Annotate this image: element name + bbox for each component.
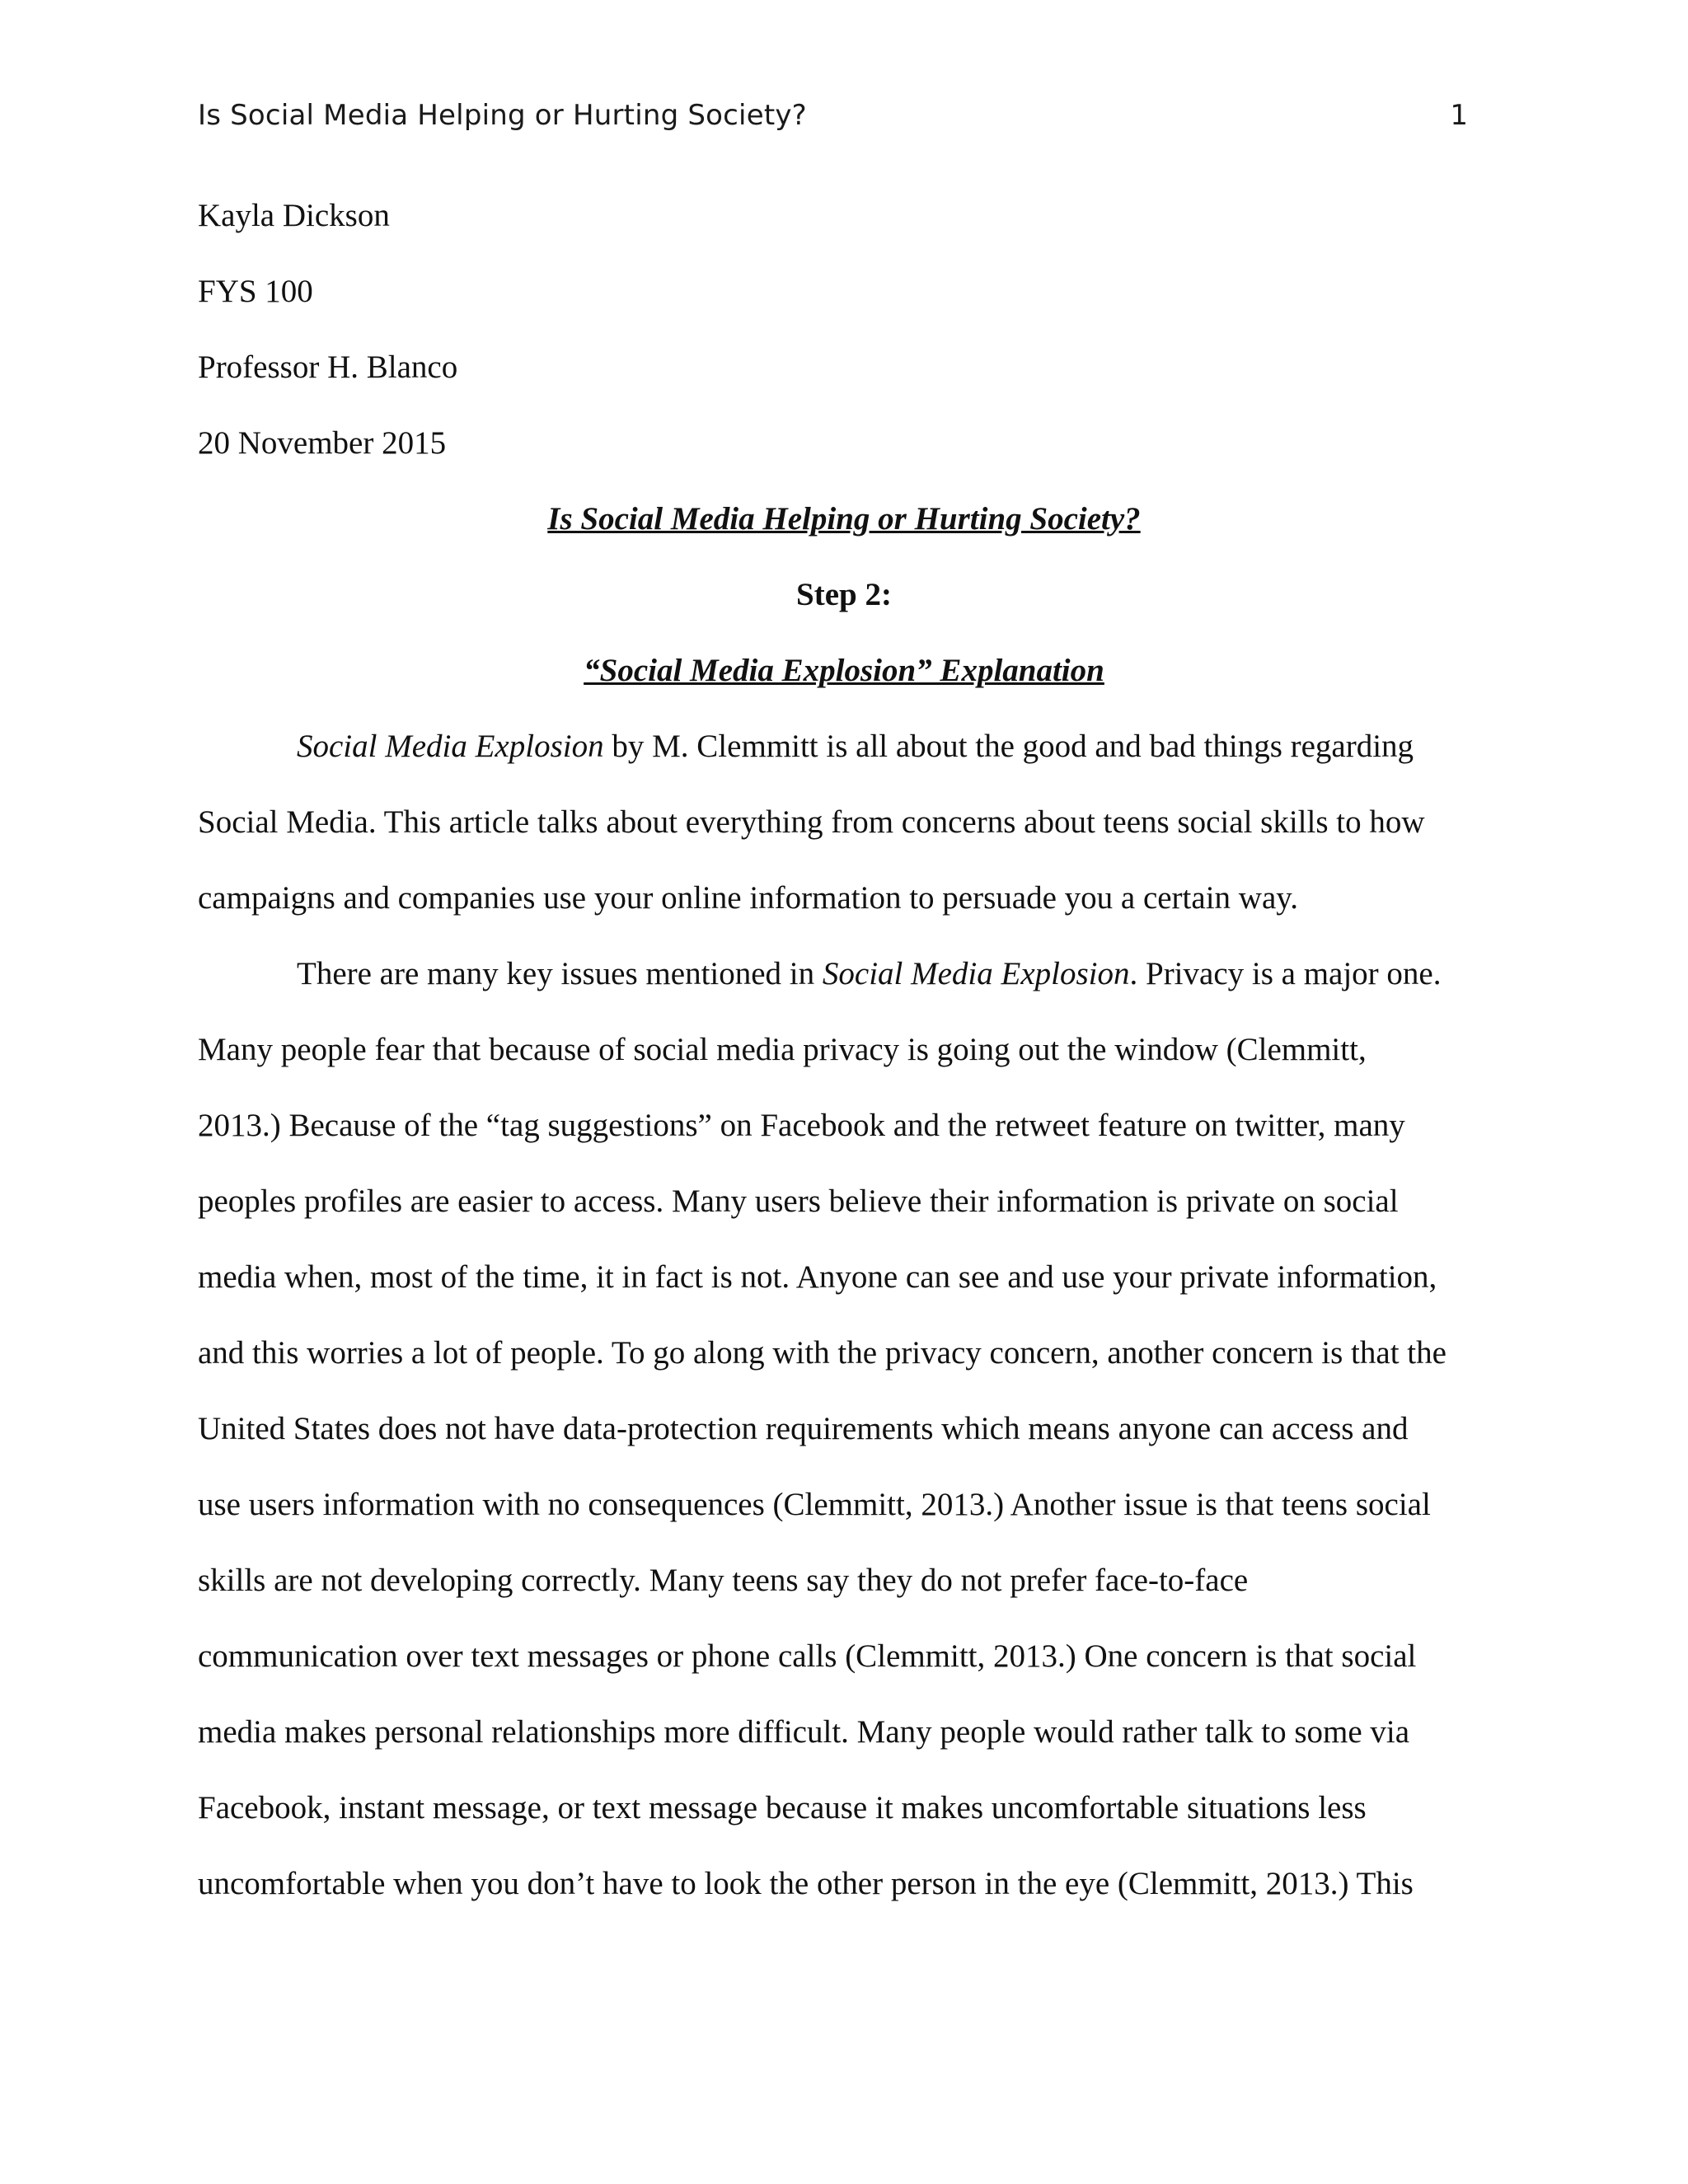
- running-head: Is Social Media Helping or Hurting Society?: [198, 99, 807, 132]
- step-heading: Step 2:: [796, 577, 892, 612]
- author-name: Kayla Dickson: [198, 198, 390, 233]
- document-title: Is Social Media Helping or Hurting Society?: [547, 501, 1141, 537]
- paragraph-2-line: media makes personal relationships more difficult. Many people would rather talk to some via: [198, 1714, 1410, 1750]
- paragraph-2-line: Facebook, instant message, or text message because it makes uncomfortable situations less: [198, 1790, 1367, 1825]
- article-title-italic: Social Media Explosion: [297, 729, 604, 764]
- document-date: 20 November 2015: [198, 425, 447, 461]
- paragraph-2-line: use users information with no consequences (Clemmitt, 2013.) Another issue is that teens social: [198, 1487, 1431, 1522]
- paragraph-2-line: skills are not developing correctly. Many teens say they do not prefer face-to-face: [198, 1563, 1249, 1598]
- page-number: 1: [1450, 99, 1468, 132]
- course-name: FYS 100: [198, 274, 313, 309]
- paragraph-2-line-1: [297, 958, 1441, 990]
- paragraph-2-line: and this worries a lot of people. To go along with the privacy concern, another concern is that the: [198, 1335, 1447, 1371]
- paragraph-2-line: peoples profiles are easier to access. Many users believe their information is private on social: [198, 1183, 1399, 1219]
- paragraph-2-line: uncomfortable when you don’t have to look the other person in the eye (Clemmitt, 2013.) This: [198, 1866, 1414, 1901]
- paragraph-1-line-3: campaigns and companies use your online information to persuade you a certain way.: [198, 880, 1298, 916]
- paragraph-2-line: 2013.) Because of the “tag suggestions” on Facebook and the retweet feature on twitter, many: [198, 1108, 1405, 1143]
- paragraph-2-line: media when, most of the time, it in fact is not. Anyone can see and use your private information,: [198, 1259, 1437, 1295]
- paragraph-text: . Privacy is a major one.: [1129, 956, 1442, 991]
- paragraph-2-line: United States does not have data-protection requirements which means anyone can access and: [198, 1411, 1409, 1446]
- paragraph-1-line-1: [297, 730, 1414, 762]
- paragraph-text: There are many key issues mentioned in: [297, 956, 823, 991]
- paragraph-2-line: Many people fear that because of social media privacy is going out the window (Clemmitt,: [198, 1032, 1367, 1067]
- section-subtitle: “Social Media Explosion” Explanation: [584, 653, 1104, 688]
- professor-name: Professor H. Blanco: [198, 349, 458, 385]
- paragraph-2-line: communication over text messages or phone calls (Clemmitt, 2013.) One concern is that social: [198, 1638, 1417, 1674]
- paragraph-1-line-2: Social Media. This article talks about everything from concerns about teens social skills to how: [198, 804, 1425, 840]
- paragraph-text: by M. Clemmitt is all about the good and bad things regarding: [603, 729, 1414, 764]
- article-title-italic: Social Media Explosion: [822, 956, 1130, 991]
